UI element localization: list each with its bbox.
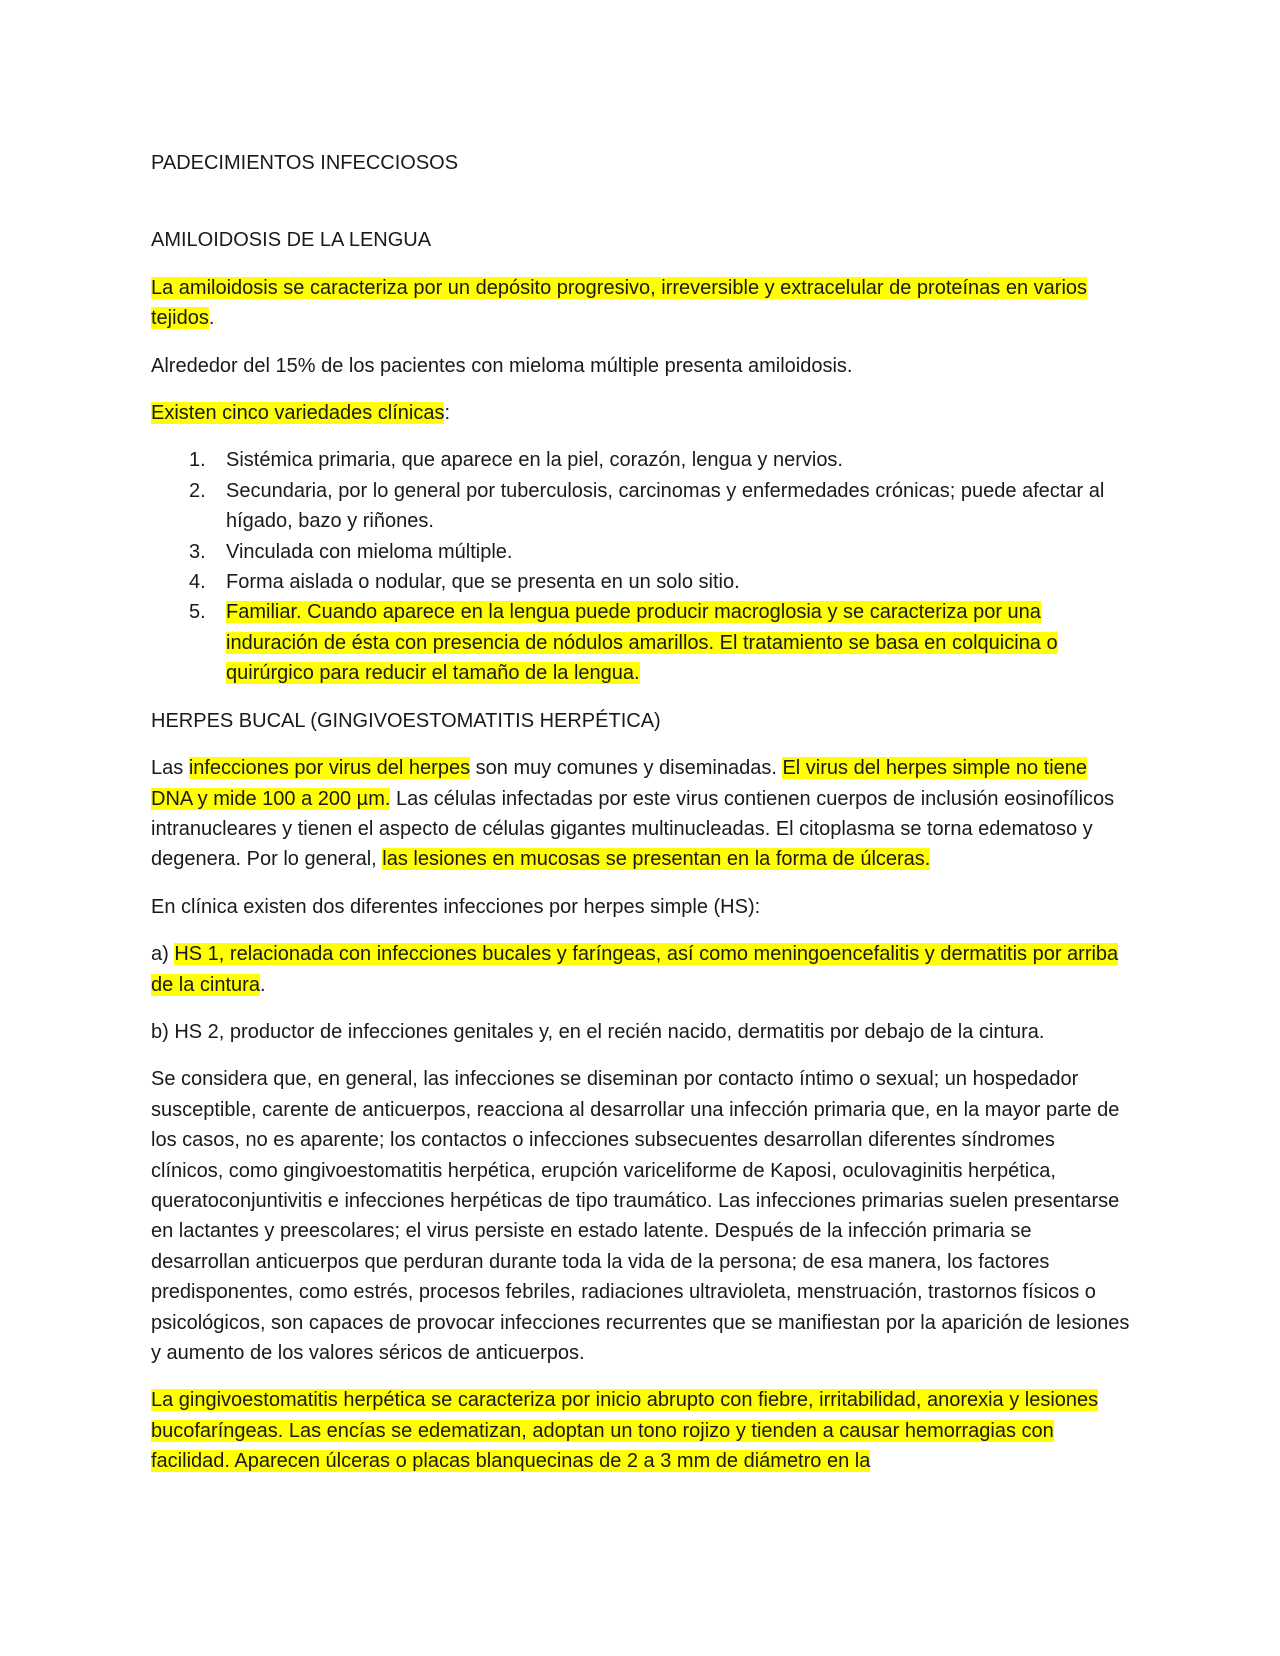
paragraph-tail: .	[259, 973, 266, 996]
paragraph-hs1	[151, 939, 1131, 1000]
list-item	[189, 476, 1131, 537]
list-item-text: Vinculada con mieloma múltiple.	[226, 540, 513, 563]
paragraph-diseminacion: Se considera que, en general, las infecciones se diseminan por contacto íntimo o sexual; un hospedador susceptible, carente de anticuerpos, reacciona al desarrollar una infección primaria que, en la mayor parte de los casos, no es aparente; los contactos o infecciones subsecuentes desarrollan diferentes síndromes clínicos, como gingivoestomatitis herpética, erupción variceliforme de Kaposi, oculovaginitis herpética, queratoconjuntivitis e infecciones herpéticas de tipo traumático. Las infecciones primarias suelen presentarse en lactantes y preescolares; el virus persiste en estado latente. Después de la infección primaria se desarrollan anticuerpos que perduran durante toda la vida de la persona; de esa manera, los factores predisponentes, como estrés, procesos febriles, radiaciones ultravioleta, menstruación, trastornos físicos o psicológicos, son capaces de provocar infecciones recurrentes que se manifiestan por la aparición de lesiones y aumento de los valores séricos de anticuerpos.	[151, 1068, 1130, 1364]
list-item-text-highlighted: Familiar. Cuando aparece en la lengua puede producir macroglosia y se caracteriza por una induración de ésta con presencia de nódulos amarillos. El tratamiento se basa en colquicina o quirúrgico para reducir el tamaño de la lengua.	[226, 601, 1058, 685]
highlighted-text: La amiloidosis se caracteriza por un depósito progresivo, irreversible y extracelular de proteínas en varios tejidos	[151, 276, 1088, 330]
paragraph-variedades-intro	[151, 398, 1131, 428]
list-item-text: Secundaria, por lo general por tuberculosis, carcinomas y enfermedades crónicas; puede afectar al hígado, bazo y riñones.	[226, 479, 1105, 533]
list-item	[189, 537, 1131, 567]
list-item	[189, 567, 1131, 597]
section-heading-amiloidosis: AMILOIDOSIS DE LA LENGUA	[151, 229, 432, 252]
section-heading-herpes: HERPES BUCAL (GINGIVOESTOMATITIS HERPÉTICA)	[151, 709, 661, 732]
list-item-number: 3.	[189, 540, 206, 563]
text-run: a)	[151, 943, 175, 966]
variedades-list	[151, 445, 1131, 688]
highlighted-text: La gingivoestomatitis herpética se caracteriza por inicio abrupto con fiebre, irritabilidad, anorexia y lesiones bucofaríngeas. Las encías se edematizan, adoptan un tono rojizo y tienden a causar hemorragias con facilidad. Aparecen úlceras o placas blanquecinas de 2 a 3 mm de diámetro en la	[151, 1389, 1099, 1473]
list-item-text: Forma aislada o nodular, que se presenta en un solo sitio.	[226, 571, 740, 594]
paragraph-hs2: b) HS 2, productor de infecciones genitales y, en el recién nacido, dermatitis por debajo de la cintura.	[151, 1020, 1045, 1043]
paragraph-herpes-types-intro: En clínica existen dos diferentes infecciones por herpes simple (HS):	[151, 895, 761, 918]
paragraph-mieloma-statistic: Alrededor del 15% de los pacientes con mieloma múltiple presenta amiloidosis.	[151, 354, 853, 377]
highlighted-text: Existen cinco variedades clínicas	[151, 402, 445, 425]
text-run: son muy comunes y diseminadas.	[470, 757, 783, 780]
paragraph-tail: :	[444, 402, 451, 425]
list-item	[189, 445, 1131, 475]
highlighted-text: las lesiones en mucosas se presentan en la forma de úlceras.	[382, 848, 931, 871]
text-run: Las	[151, 757, 189, 780]
highlighted-text: infecciones por virus del herpes	[188, 757, 471, 780]
paragraph-gingivoestomatitis	[151, 1385, 1131, 1476]
list-item-number: 1.	[189, 449, 206, 472]
list-item-text: Sistémica primaria, que aparece en la piel, corazón, lengua y nervios.	[226, 449, 843, 472]
list-item	[189, 597, 1131, 688]
list-item-number: 2.	[189, 479, 206, 502]
document-page	[151, 148, 1131, 1494]
paragraph-amiloidosis-definition	[151, 273, 1131, 334]
list-item-number: 4.	[189, 571, 206, 594]
paragraph-herpes-intro	[151, 753, 1131, 875]
text-run: Las células infectadas por este virus contienen cuerpos de inclusión eosinofílicos intranucleares y tienen el aspecto de células gigantes multinucleadas. El citoplasma se torna edematoso y degenera. Por lo general,	[151, 787, 1115, 871]
list-item-number: 5.	[189, 601, 206, 624]
highlighted-text: El virus del herpes simple no tiene DNA y mide 100 a 200 µm.	[151, 757, 1088, 810]
highlighted-text: HS 1, relacionada con infecciones bucales y faríngeas, así como meningoencefalitis y dermatitis por arriba de la cintura	[151, 943, 1119, 996]
document-title: PADECIMIENTOS INFECCIOSOS	[151, 152, 459, 174]
paragraph-tail: .	[208, 307, 215, 330]
